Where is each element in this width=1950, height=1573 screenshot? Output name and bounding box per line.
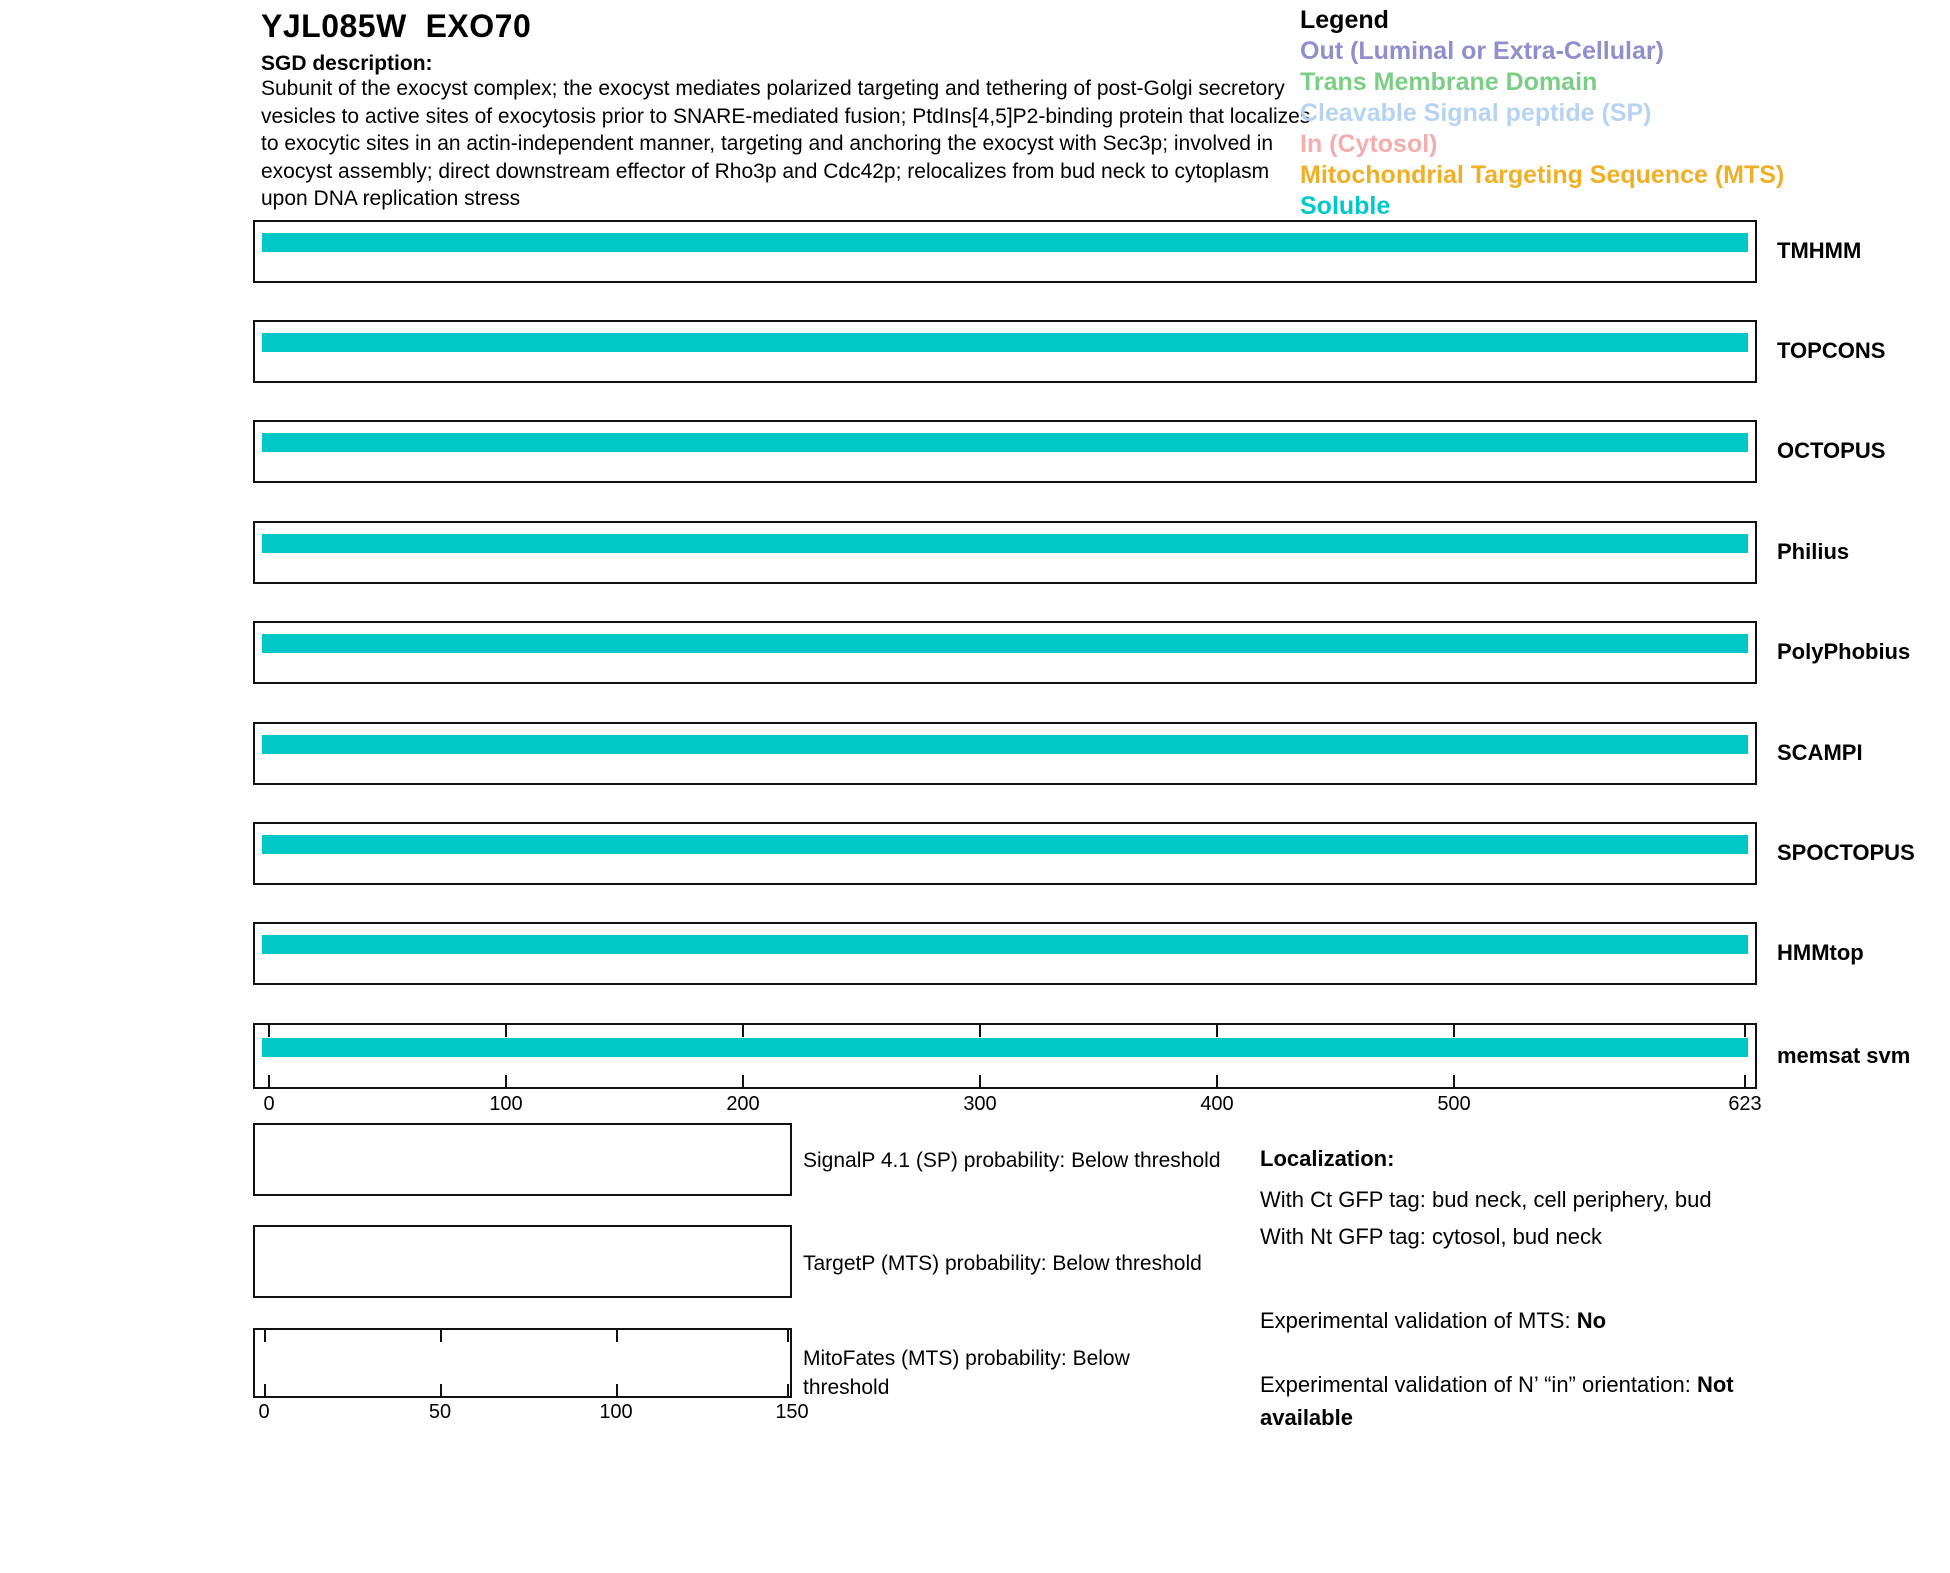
axis-tick <box>268 1025 270 1037</box>
track-label-philius: Philius <box>1777 539 1850 564</box>
orientation-validation-prefix: Experimental validation of N’ “in” orientation: <box>1260 1372 1697 1397</box>
soluble-span-bar <box>262 333 1748 352</box>
axis-tick-label: 0 <box>258 1401 270 1423</box>
sgd-description-text: Subunit of the exocyst complex; the exocyst mediates polarized targeting and tethering of post-Golgi secretory vesicles to active sites of exocytosis prior to SNARE-mediated fusion; PtdIns[4,5]P2-binding protein that localizes to exocytic sites in an actin-independent manner, targeting and anchoring the exocyst with Sec3p; involved in exocyst assembly; direct downstream effector of Rho3p and Cdc42p; relocalizes from bud neck to cytoplasm upon DNA replication stress <box>261 77 1311 210</box>
axis-tick <box>979 1025 981 1037</box>
axis-tick <box>440 1384 442 1396</box>
axis-tick <box>268 1075 270 1087</box>
track-label-octopus: OCTOPUS <box>1777 438 1886 463</box>
track-box-spoctopus <box>253 822 1757 885</box>
mts-validation-value: No <box>1576 1308 1607 1333</box>
legend-item-out: Out (Luminal or Extra-Cellular) <box>1300 37 1664 65</box>
axis-tick <box>1453 1075 1455 1087</box>
axis-tick-label: 623 <box>1728 1093 1762 1115</box>
soluble-span-bar <box>262 935 1748 954</box>
axis-tick <box>505 1025 507 1037</box>
page-title: YJL085W EXO70 <box>261 8 532 44</box>
soluble-span-bar <box>262 233 1748 252</box>
track-box-octopus <box>253 420 1757 483</box>
axis-tick <box>1744 1025 1746 1037</box>
soluble-span-bar <box>262 835 1748 854</box>
track-box-hmmtop <box>253 922 1757 985</box>
sgd-description-heading: SGD description: <box>261 52 433 75</box>
axis-tick <box>979 1075 981 1087</box>
track-label-hmmtop: HMMtop <box>1777 940 1864 965</box>
axis-tick <box>1744 1075 1746 1087</box>
axis-tick <box>787 1384 789 1396</box>
track-label-topcons: TOPCONS <box>1777 338 1886 363</box>
axis-tick-label: 0 <box>263 1093 275 1115</box>
axis-tick-label: 150 <box>775 1401 809 1423</box>
axis-tick <box>787 1330 789 1342</box>
targetp-plot-label: TargetP (MTS) probability: Below threshold <box>803 1252 1202 1275</box>
axis-tick-label: 100 <box>599 1401 633 1423</box>
axis-tick <box>616 1384 618 1396</box>
axis-tick <box>264 1384 266 1396</box>
legend-item-mts: Mitochondrial Targeting Sequence (MTS) <box>1300 161 1785 189</box>
mitofates-plot-label: MitoFates (MTS) probability: Below threshold <box>803 1347 1130 1399</box>
soluble-span-bar <box>262 634 1748 653</box>
track-label-polyphobius: PolyPhobius <box>1777 639 1911 664</box>
track-label-tmhmm: TMHMM <box>1777 238 1862 263</box>
axis-tick <box>1216 1075 1218 1087</box>
track-label-spoctopus: SPOCTOPUS <box>1777 840 1915 865</box>
axis-tick-label: 200 <box>726 1093 760 1115</box>
axis-tick <box>264 1330 266 1342</box>
mitofates-plot-box <box>253 1328 792 1398</box>
axis-tick-label: 50 <box>428 1401 452 1423</box>
legend-title: Legend <box>1300 6 1389 34</box>
mts-validation-prefix: Experimental validation of MTS: <box>1260 1308 1577 1333</box>
soluble-span-bar <box>262 1038 1748 1057</box>
track-box-topcons <box>253 320 1757 383</box>
axis-tick <box>742 1025 744 1037</box>
track-box-polyphobius <box>253 621 1757 684</box>
mts-validation <box>1260 1308 1780 1334</box>
legend <box>1300 5 1784 222</box>
axis-tick-label: 500 <box>1437 1093 1471 1115</box>
signalp-plot-label: SignalP 4.1 (SP) probability: Below threshold <box>803 1149 1221 1172</box>
soluble-span-bar <box>262 433 1748 452</box>
soluble-span-bar <box>262 534 1748 553</box>
localization-ct-gfp: With Ct GFP tag: bud neck, cell periphery, bud <box>1260 1187 1712 1212</box>
track-label-memsat-svm: memsat svm <box>1777 1043 1911 1068</box>
axis-tick <box>505 1075 507 1087</box>
residue-axis <box>0 1093 1950 1115</box>
axis-tick <box>1453 1025 1455 1037</box>
signalp-plot-box <box>253 1123 792 1196</box>
axis-tick-label: 400 <box>1200 1093 1234 1115</box>
track-box-scampi <box>253 722 1757 785</box>
track-box-tmhmm <box>253 220 1757 283</box>
soluble-span-bar <box>262 735 1748 754</box>
axis-tick <box>440 1330 442 1342</box>
axis-tick <box>742 1075 744 1087</box>
axis-tick <box>616 1330 618 1342</box>
localization-nt-gfp: With Nt GFP tag: cytosol, bud neck <box>1260 1224 1602 1249</box>
legend-item-transmembrane: Trans Membrane Domain <box>1300 68 1598 96</box>
legend-item-soluble: Soluble <box>1300 192 1391 220</box>
localization-heading: Localization: <box>1260 1146 1395 1171</box>
track-box-memsat-svm <box>253 1023 1757 1089</box>
orientation-validation <box>1260 1368 1755 1434</box>
track-box-philius <box>253 521 1757 584</box>
axis-tick-label: 300 <box>963 1093 997 1115</box>
axis-tick <box>1216 1025 1218 1037</box>
axis-tick-label: 100 <box>489 1093 523 1115</box>
legend-item-signal-peptide: Cleavable Signal peptide (SP) <box>1300 99 1652 127</box>
targetp-plot-box <box>253 1225 792 1298</box>
legend-item-in-cytosol: In (Cytosol) <box>1300 130 1438 158</box>
orientation-validation-value: Not available <box>1260 1372 1734 1430</box>
track-label-scampi: SCAMPI <box>1777 740 1863 765</box>
